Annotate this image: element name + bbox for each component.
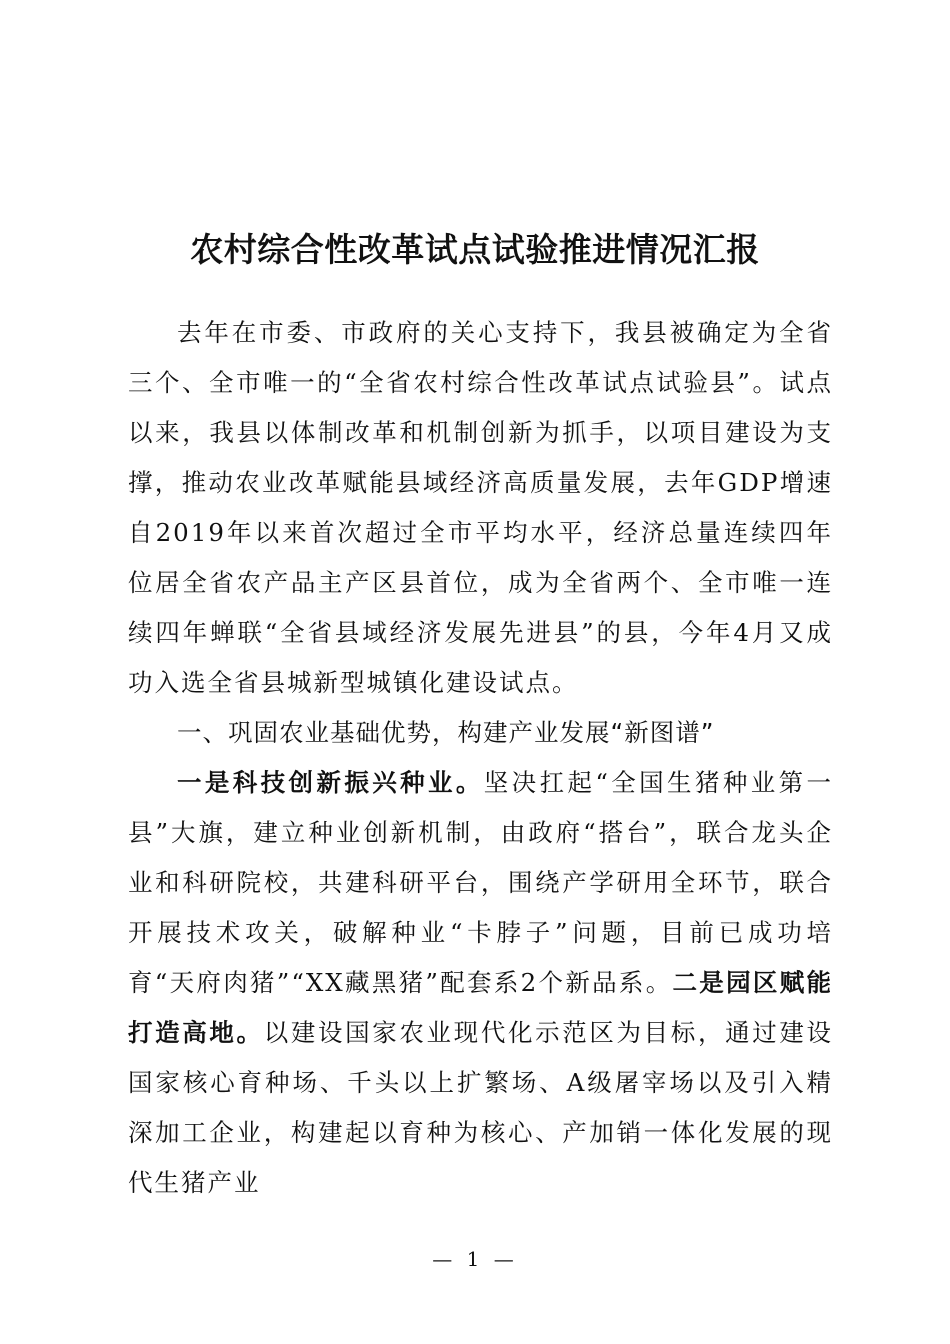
- document-title: 农村综合性改革试点试验推进情况汇报: [190, 230, 760, 269]
- intro-paragraph: 去年在市委、市政府的关心支持下，我县被确定为全省三个、全市唯一的“全省农村综合性改革试点试验县”。试点以来，我县以体制改革和机制创新为抓手，以项目建设为支撑，推动农业改革赋能县域经济高质量发展，去年GDP增速自2019年以来首次超过全市平均水平，经济总量连续四年位居全省农产品主产区县首位，成为全省两个、全市唯一连续四年蝉联“全省县域经济发展先进县”的县，今年4月又成功入选全省县城新型城镇化建设试点。: [128, 318, 833, 697]
- paragraph-lead-2: 二是园区赋能打造高地。: [128, 968, 833, 1047]
- document-body: [128, 308, 833, 1208]
- section-heading-1: 一、巩固农业基础优势，构建产业发展“新图谱”: [177, 718, 715, 747]
- page-number: — 1 —: [432, 1247, 518, 1271]
- body-paragraph: [128, 758, 833, 1208]
- paragraph-lead-1: 一是科技创新振兴种业。: [177, 768, 484, 797]
- paragraph-text-1: 坚决扛起“全国生猪种业第一县”大旗，建立种业创新机制，由政府“搭台”，联合龙头企业和科研院校，共建科研平台，围绕产学研用全环节，联合开展技术攻关，破解种业“卡脖子”问题，目前已成功培育“天府肉猪”“XX藏黑猪”配套系2个新品系。: [128, 768, 834, 997]
- paragraph-text-2: 以建设国家农业现代化示范区为目标，通过建设国家核心育种场、千头以上扩繁场、A级屠宰场以及引入精深加工企业，构建起以育种为核心、产加销一体化发展的现代生猪产业: [128, 1018, 834, 1197]
